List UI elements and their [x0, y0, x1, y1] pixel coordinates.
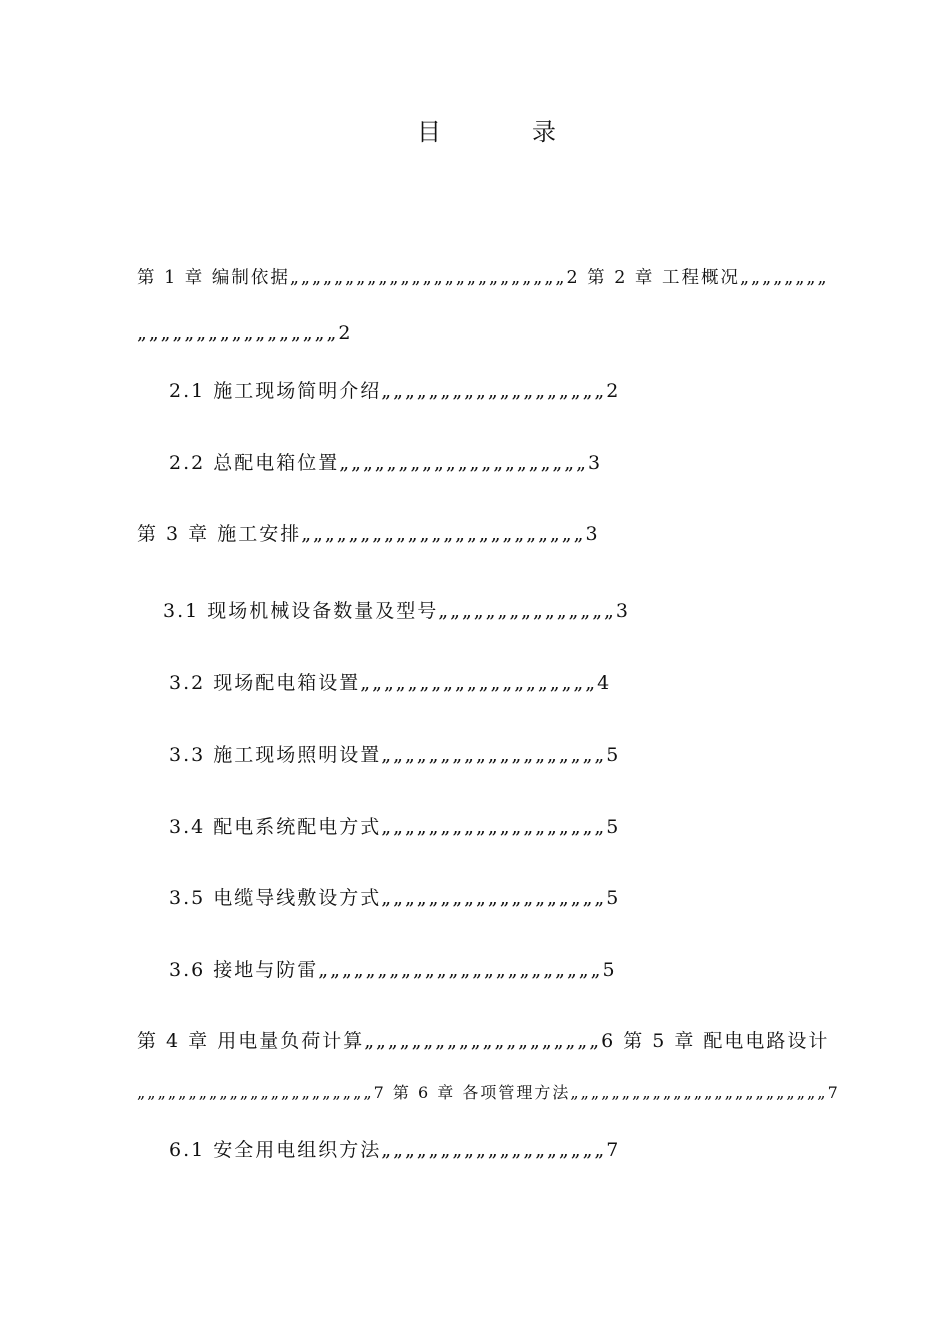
toc-line-3-1: 3.1 现场机械设备数量及型号„„„„„„„„„„„„„„„3 [163, 600, 630, 622]
toc-line-ch1-ch2: 第 1 章 编制依据„„„„„„„„„„„„„„„„„„„„„„„„„2 第 2 章 工程概况„„„„„„„„ [137, 268, 829, 288]
toc-line-2-1: 2.1 施工现场简明介绍„„„„„„„„„„„„„„„„„„„2 [169, 380, 621, 402]
toc-line-3-3: 3.3 施工现场照明设置„„„„„„„„„„„„„„„„„„„5 [169, 744, 621, 766]
toc-line-ch5-ch6: „„„„„„„„„„„„„„„„„„„„„„„7 第 6 章 各项管理方法„„„„„„„„„„„„„„„„„„„„„„„„„7 [137, 1083, 840, 1102]
toc-line-ch2-cont: „„„„„„„„„„„„„„„„„2 [137, 322, 353, 344]
title-char-2: 录 [532, 118, 556, 146]
toc-line-ch4-ch5: 第 4 章 用电量负荷计算„„„„„„„„„„„„„„„„„„„„6 第 5 章 配电电路设计 [137, 1030, 830, 1052]
title-char-1: 目 [417, 118, 441, 146]
toc-line-6-1: 6.1 安全用电组织方法„„„„„„„„„„„„„„„„„„„7 [169, 1139, 621, 1161]
toc-line-3-4: 3.4 配电系统配电方式„„„„„„„„„„„„„„„„„„„5 [169, 816, 621, 838]
toc-line-ch3: 第 3 章 施工安排„„„„„„„„„„„„„„„„„„„„„„„„3 [137, 523, 600, 545]
toc-line-3-2: 3.2 现场配电箱设置„„„„„„„„„„„„„„„„„„„„4 [169, 672, 612, 694]
toc-line-3-6: 3.6 接地与防雷„„„„„„„„„„„„„„„„„„„„„„„„5 [169, 959, 617, 981]
toc-line-2-2: 2.2 总配电箱位置„„„„„„„„„„„„„„„„„„„„„3 [169, 452, 603, 474]
toc-line-3-5: 3.5 电缆导线敷设方式„„„„„„„„„„„„„„„„„„„5 [169, 887, 621, 909]
